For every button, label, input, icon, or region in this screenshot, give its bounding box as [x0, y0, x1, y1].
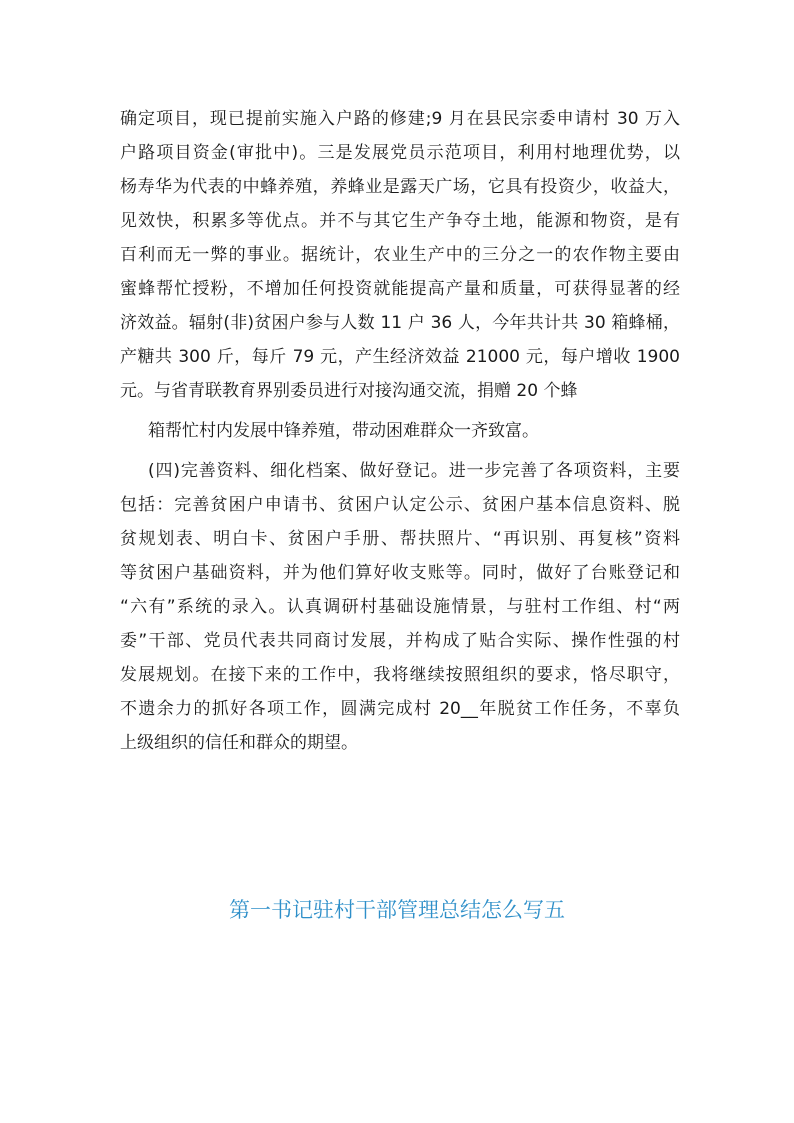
text-line: 发展规划。在接下来的工作中，我将继续按照组织的要求，恪尽职守， [120, 665, 680, 685]
paragraph-2 [120, 414, 680, 448]
document-body [120, 102, 680, 760]
text-line: 不遗余力的抓好各项工作，圆满完成村 20__年脱贫工作任务，不辜负 [120, 699, 680, 719]
section-heading: 第一书记驻村干部管理总结怎么写五 [229, 898, 565, 922]
text-line: 济效益。辐射(非)贫困户参与人数 11 户 36 人，今年共计共 30 箱蜂桶， [120, 313, 680, 333]
paragraph-1 [120, 102, 680, 408]
text-line: 杨寿华为代表的中蜂养殖，养蜂业是露天广场，它具有投资少，收益大， [120, 177, 680, 197]
text-line: 委”干部、党员代表共同商讨发展，并构成了贴合实际、操作性强的村 [120, 631, 680, 651]
text-line: 产糖共 300 斤，每斤 79 元，产生经济效益 21000 元，每户增收 1900 [120, 347, 680, 367]
text-line: 上级组织的信任和群众的期望。 [120, 733, 358, 753]
text-line: 蜜蜂帮忙授粉，不增加任何投资就能提高产量和质量，可获得显著的经 [120, 279, 680, 299]
text-line: 确定项目，现已提前实施入户路的修建;9 月在县民宗委申请村 30 万入 [120, 109, 680, 129]
text-line: 百利而无一弊的事业。据统计，农业生产中的三分之一的农作物主要由 [120, 245, 680, 265]
text-line: “六有”系统的录入。认真调研村基础设施情景，与驻村工作组、村“两 [120, 597, 680, 617]
text-line: 等贫困户基础资料，并为他们算好收支账等。同时，做好了台账登记和 [120, 563, 680, 583]
text-line: 箱帮忙村内发展中锋养殖，带动困难群众一齐致富。 [148, 421, 539, 441]
text-line: 包括：完善贫困户申请书、贫困户认定公示、贫困户基本信息资料、脱 [120, 495, 680, 515]
text-line: 贫规划表、明白卡、贫困户手册、帮扶照片、“再识别、再复核”资料 [120, 529, 680, 549]
text-line: 见效快，积累多等优点。并不与其它生产争夺土地，能源和物资，是有 [120, 211, 680, 231]
text-line: 元。与省青联教育界别委员进行对接沟通交流，捐赠 20 个蜂 [120, 381, 578, 401]
text-line: (四)完善资料、细化档案、做好登记。进一步完善了各项资料，主要 [148, 461, 680, 481]
paragraph-3 [120, 454, 680, 760]
text-line: 户路项目资金(审批中)。三是发展党员示范项目，利用村地理优势，以 [120, 143, 680, 163]
